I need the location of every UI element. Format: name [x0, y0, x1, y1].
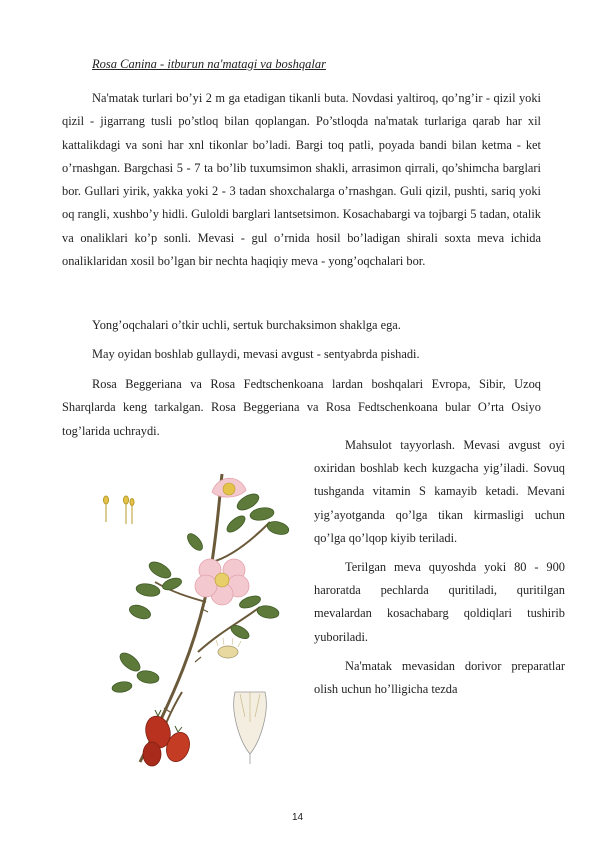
paragraph-text: Rosa Beggeriana va Rosa Fedtschenkoana lardan boshqalari Evropa, Sibir, Uzoq Sharqlarda keng tarkalgan. Rosa Beggeriana va Rosa Fedtschenkoana bular O’rta Osiyo tog’larida uchraydi.	[62, 377, 541, 438]
rosa-canina-illustration	[100, 462, 306, 772]
stem	[212, 522, 270, 562]
stamen-details	[104, 496, 135, 524]
paragraph-nutlets	[62, 314, 541, 337]
rose-flower-side	[212, 478, 246, 497]
rose-flower-open	[195, 559, 249, 605]
paragraph-text: Yong’oqchalari o’tkir uchli, sertuk burchaksimon shaklga ega.	[92, 318, 401, 332]
achene-detail	[216, 638, 241, 658]
stem	[198, 607, 260, 652]
page-number: 14	[291, 812, 304, 823]
paragraph-description	[62, 87, 541, 273]
paragraph-harvesting: Mahsulot tayyorlash. Mevasi avgust oyi oxiridan boshlab kech kuzgacha yig’iladi. Sovuq tushganda vitamin S kamayib ketadi. Mevani yig’ayotganda qo’lga tikan kirmasligi uchun qo’lga qo’lqop kiyib teriladi.	[314, 438, 565, 545]
paragraph-distribution	[62, 373, 541, 443]
right-text-column	[314, 434, 565, 707]
paragraph-text: May oyidan boshlab gullaydi, mevasi avgust - sentyabrda pishadi.	[92, 347, 420, 361]
paragraph-preparations: Na'matak mevasidan dorivor preparatlar olish uchun ho’lligicha tezda	[314, 658, 565, 697]
section-heading: Rosa Canina - itburun na'matagi va boshqalar	[92, 57, 326, 71]
paragraph-flowering	[62, 343, 541, 366]
fruit-section-detail	[234, 692, 267, 764]
paragraph-text: Na'matak turlari bo’yi 2 m ga etadigan tikanli buta. Novdasi yaltiroq, qo’ng’ir - qizil yoki qizil - jigarrang tusli po’stloq bilan qoplangan. Po’stloqda na'matak turlariga qarab har xil kattalikdagi va soni har xnl tikonlar bo’ladi. Bargi toq patli, poyada bandi bilan ketma - ket o’rnashgan. Bargchasi 5 - 7 ta bo’lib tuxumsimon shakli, arrasimon qirrali, qo’shimcha barglari bor. Gullari yirik, yakka yoki 2 - 3 tadan shoxchalarga o’rnashgan. Guli qizil, pushti, sariq yoki oq rangli, xushbo’y hidli. Guloldi barglari lantsetsimon. Kosachabargi va tojbargi 5 tadan, otalik va onaliklari ko’p sonli. Mevasi - gul o’rnida hosil bo’ladigan shirali soxta meva ichida onaliklaridan xosil bo’lgan bir nechta haqiqiy meva - yong’oqchalari bor.	[62, 91, 541, 269]
paragraph-drying: Terilgan meva quyoshda yoki 80 - 900 haroratda pechlarda quritiladi, quritilgan mevalardan kosachabarg qoldiqlari tushirib yuboriladi.	[314, 560, 565, 644]
